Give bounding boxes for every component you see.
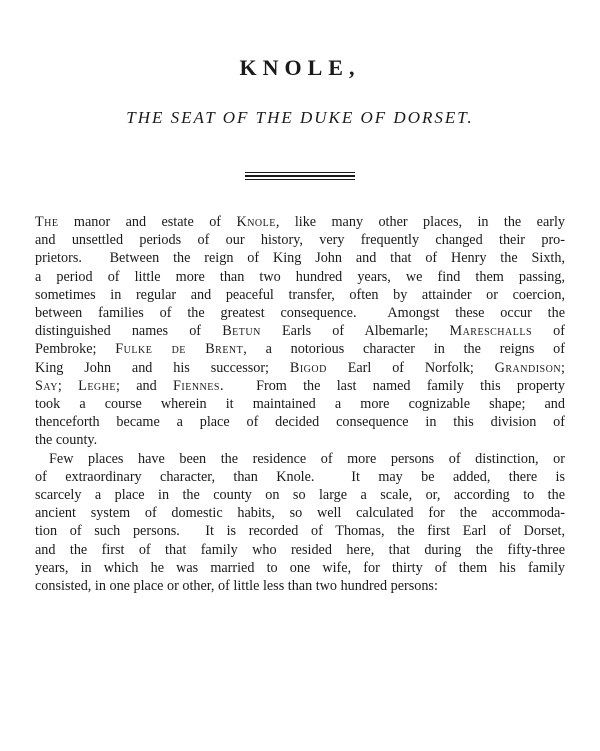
small-caps-name: Grandison xyxy=(494,359,562,376)
text-run: prietors. Between the reign of King John and that of Henry the Sixth, xyxy=(35,250,565,267)
text-run: Few places have been the residence of more persons of distinction, or xyxy=(49,450,565,467)
text-line xyxy=(35,413,565,431)
text-run: ; and xyxy=(115,377,173,394)
small-caps-name: Fulke de Brent xyxy=(115,341,244,358)
text-run: distinguished names of xyxy=(35,323,223,340)
page-title: KNOLE, xyxy=(239,55,361,80)
text-line xyxy=(35,504,565,522)
page-subtitle: THE SEAT OF THE DUKE OF DORSET. xyxy=(126,108,474,127)
text-line xyxy=(35,304,565,322)
text-line xyxy=(35,486,565,504)
text-run: consisted, in one place or other, of little less than two hundred persons: xyxy=(35,578,438,595)
line-content xyxy=(35,213,565,231)
text-run: manor and estate of xyxy=(58,214,237,230)
text-run: and the first of that family who resided here, that during the fifty-three xyxy=(35,541,565,558)
line-content xyxy=(35,413,565,431)
line-content xyxy=(35,286,565,304)
text-line xyxy=(35,377,565,395)
line-content xyxy=(35,541,565,559)
text-run: a period of little more than two hundred years, we find them passing, xyxy=(35,268,565,285)
text-run: of xyxy=(532,323,566,340)
text-run: , like many other places, in the early xyxy=(275,214,566,230)
small-caps-name: Fiennes xyxy=(173,377,220,394)
small-caps-name: Betun xyxy=(222,323,261,340)
text-run: scarcely a place in the county on so large a scale, or, according to the xyxy=(35,487,565,504)
text-run: King John and his successor; xyxy=(35,359,290,376)
text-line xyxy=(35,286,565,304)
line-content xyxy=(35,322,565,340)
ornamental-rule-middle xyxy=(245,175,355,177)
text-line xyxy=(35,450,565,468)
text-line xyxy=(35,213,565,231)
text-line xyxy=(35,468,565,486)
text-run: ancient system of domestic habits, so well calculated for the accommoda- xyxy=(35,505,565,522)
text-line xyxy=(35,522,565,540)
text-run: years, in which he was married to one wife, for thirty of them his family xyxy=(35,559,565,576)
text-line xyxy=(35,231,565,249)
small-caps-name: Knole xyxy=(236,214,276,230)
text-line xyxy=(35,340,565,358)
text-run: sometimes in regular and peaceful transfer, often by attainder or coercion, xyxy=(35,286,565,303)
text-run: of extraordinary character, than Knole. It may be added, there is xyxy=(35,468,565,485)
line-content xyxy=(35,504,565,522)
text-run: ; xyxy=(561,359,565,376)
line-content xyxy=(35,231,565,249)
line-content xyxy=(35,395,565,413)
text-line xyxy=(35,322,565,340)
small-caps-name: Leghe xyxy=(78,377,116,394)
text-line xyxy=(35,268,565,286)
small-caps-name: Bigod xyxy=(289,359,327,376)
body-text xyxy=(35,213,565,595)
line-content xyxy=(35,522,565,540)
ornamental-rule-bottom xyxy=(245,179,355,180)
text-run: Pembroke; xyxy=(35,341,116,358)
text-run: tion of such persons. It is recorded of Thomas, the first Earl of Dorset, xyxy=(35,523,565,540)
text-run: Earl of Norfolk; xyxy=(326,359,495,376)
text-line xyxy=(35,577,565,595)
line-content xyxy=(35,559,565,577)
text-line xyxy=(35,431,565,449)
text-run: , a notorious character in the reigns of xyxy=(243,341,565,358)
text-line xyxy=(35,395,565,413)
line-content xyxy=(35,577,438,595)
line-content xyxy=(35,377,565,395)
ornamental-rule-top xyxy=(245,172,355,173)
line-content xyxy=(35,304,565,322)
text-run: between families of the greatest consequence. Amongst these occur the xyxy=(35,305,565,322)
text-run: thenceforth became a place of decided consequence in this division of xyxy=(35,414,565,431)
line-content xyxy=(35,249,565,267)
small-caps-name: The xyxy=(35,214,59,230)
line-content xyxy=(35,359,565,377)
text-run: took a course wherein it maintained a more cognizable shape; and xyxy=(35,396,565,413)
text-line xyxy=(35,249,565,267)
small-caps-name: Mareschalls xyxy=(449,323,533,340)
text-run: . From the last named family this property xyxy=(219,377,565,394)
text-line xyxy=(35,541,565,559)
text-line xyxy=(35,359,565,377)
text-run: ; xyxy=(57,377,79,394)
text-run: and unsettled periods of our history, very frequently changed their pro- xyxy=(35,232,565,249)
text-line xyxy=(35,559,565,577)
line-content xyxy=(35,340,565,358)
line-content xyxy=(49,450,565,468)
line-content xyxy=(35,431,97,449)
text-run: the county. xyxy=(35,432,98,449)
line-content xyxy=(35,468,565,486)
small-caps-name: Say xyxy=(35,377,58,394)
text-run: Earls of Albemarle; xyxy=(260,323,450,340)
line-content xyxy=(35,268,565,286)
line-content xyxy=(35,486,565,504)
